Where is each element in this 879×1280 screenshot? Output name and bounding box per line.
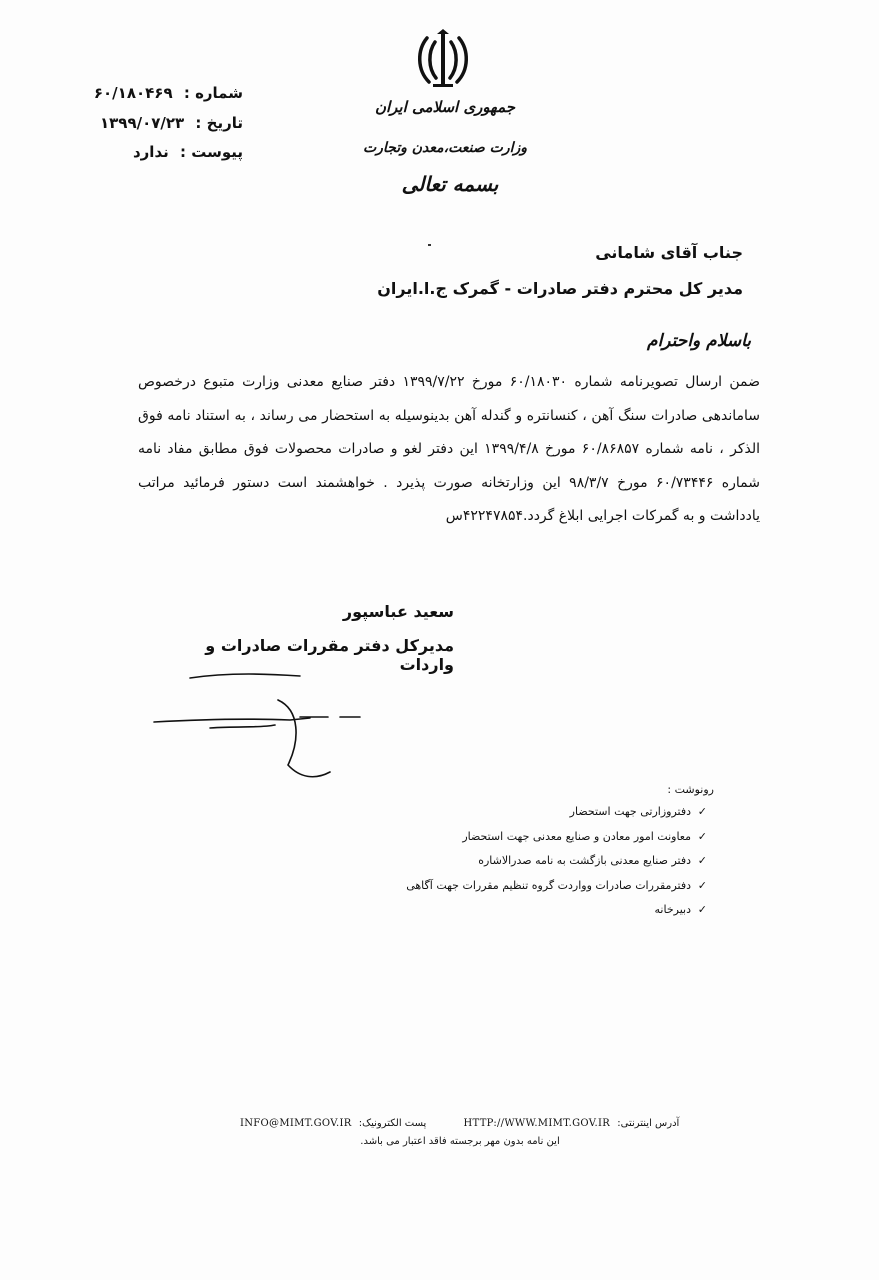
letterhead-republic: جمهوری اسلامی ایران: [374, 98, 516, 116]
footer-contact: [240, 1118, 680, 1129]
date-label: تاریخ :: [195, 114, 243, 132]
footer-email[interactable]: INFO@MIMT.GOV.IR: [240, 1118, 352, 1129]
attachment-value: ندارد: [132, 143, 169, 161]
date-value: ۱۳۹۹/۰۷/۲۳: [99, 114, 185, 132]
signature-icon: [150, 670, 380, 790]
checkmark-icon: ✓: [697, 878, 707, 892]
checkmark-icon: ✓: [697, 903, 707, 916]
cc-item-label: معاونت امور معادن و صنایع معدنی جهت استحضار: [462, 829, 691, 843]
cc-list: [377, 800, 707, 923]
number-value: ۶۰/۱۸۰۴۶۹: [93, 84, 173, 102]
cc-item: [377, 800, 707, 825]
cc-item: [377, 849, 707, 874]
recipient-name: جناب آقای شامانی: [595, 243, 743, 262]
checkmark-icon: ✓: [697, 829, 707, 843]
iran-emblem-icon: [413, 28, 473, 92]
cc-item-label: دفتر صنایع معدنی بازگشت به نامه صدرالاشاره: [478, 854, 691, 867]
footer-website-label: آدرس اینترنتی:: [617, 1118, 680, 1129]
checkmark-icon: ✓: [697, 805, 707, 818]
letterhead-ministry: وزارت صنعت،معدن وتجارت: [362, 140, 527, 156]
checkmark-icon: ✓: [697, 854, 707, 867]
letterhead-bismillah: بسمه تعالی: [401, 172, 499, 196]
footer-website[interactable]: HTTP://WWW.MIMT.GOV.IR: [463, 1118, 611, 1129]
footer-email-label: پست الکترونیک:: [358, 1118, 427, 1129]
letter-date: [100, 114, 243, 132]
attachment-label: پیوست :: [179, 143, 243, 161]
cc-item: [377, 874, 707, 899]
number-label: شماره :: [183, 84, 243, 102]
letter-body: ضمن ارسال تصویرنامه شماره ۶۰/۱۸۰۳۰ مورخ ۱۳۹۹/۷/۲۲ دفتر صنایع معدنی وزارت متبوع درخصوص ساماندهی صادرات سنگ آهن ، کنسانتره و گندله آهن بدینوسیله به استحضار می رساند ، به استناد نامه فوق الذکر ، نامه شماره ۶۰/۸۶۸۵۷ مورخ ۱۳۹۹/۴/۸ این دفتر لغو و صادرات محصولات فوق مطابق مفاد نامه شماره ۶۰/۷۳۴۴۶ مورخ ۹۸/۳/۷ این وزارتخانه صورت پذیرد . خواهشمند است دستور فرمائید مراتب یادداشت و به گمرکات اجرایی ابلاغ گردد.۴۲۲۴۷۸۵۴س: [138, 374, 760, 524]
footer-note: این نامه بدون مهر برجسته فاقد اعتبار می باشد.: [360, 1136, 560, 1147]
cc-item: [377, 898, 707, 923]
signer-title: مدیرکل دفتر مقررات صادرات و واردات: [205, 636, 454, 674]
cc-item-label: دفترمقررات صادرات وواردت گروه تنظیم مقررات جهت آگاهی: [406, 878, 691, 892]
salutation: باسلام واحترام: [647, 331, 751, 351]
cc-title: رونوشت :: [667, 783, 714, 796]
letter-attachment: [133, 143, 243, 161]
cc-item: [377, 825, 707, 850]
letter-number: [94, 84, 243, 102]
recipient-title: مدیر کل محترم دفتر صادرات - گمرک ج.ا.ایران: [377, 279, 743, 298]
cc-item-label: دفتروزارتی جهت استحضار: [569, 805, 691, 818]
cc-item-label: دبیرخانه: [654, 903, 691, 916]
signer-name: سعید عباسپور: [342, 602, 454, 621]
